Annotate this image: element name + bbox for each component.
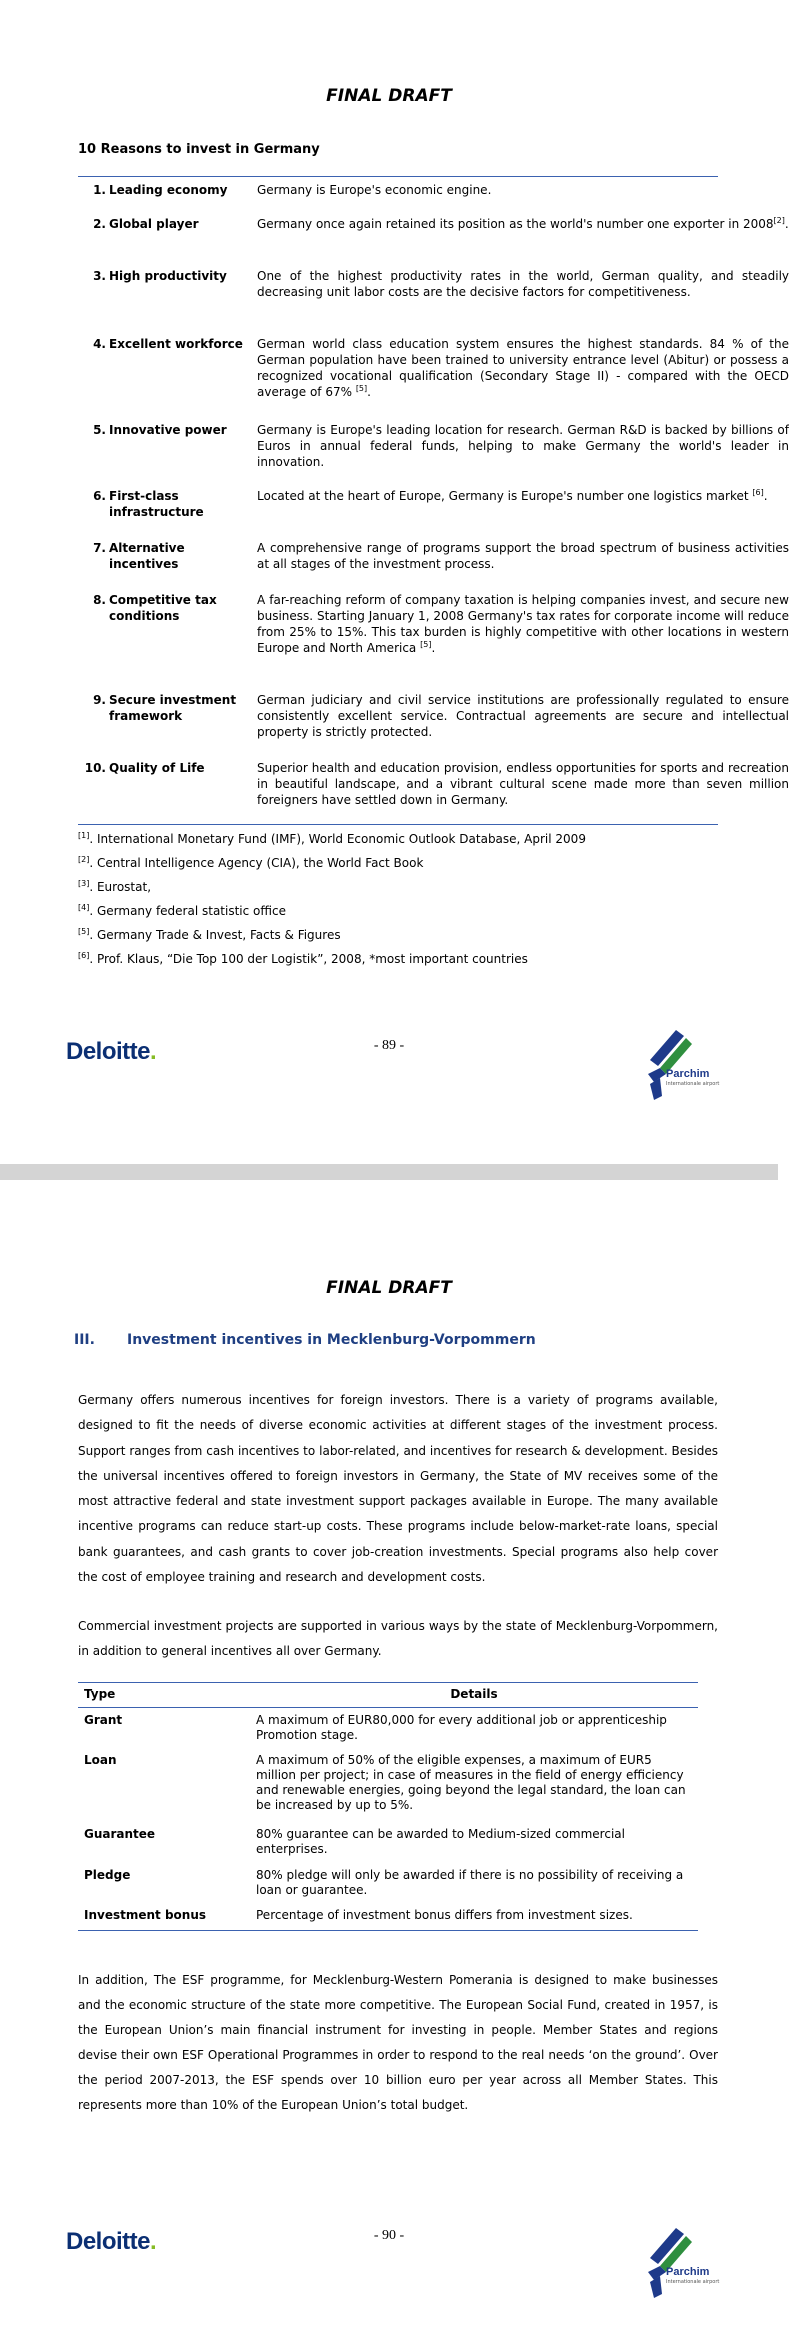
footnote-mark: [1] [78,831,90,840]
incentive-type: Grant [84,1713,123,1727]
incentive-type: Investment bonus [84,1908,207,1922]
footnote [78,928,341,942]
incentives-table-header-rule [78,1707,698,1708]
incentive-details: A maximum of EUR80,000 for every additional job or apprenticeship Promotion stage. [256,1713,667,1742]
reason-title: Secure investment framework [109,693,237,723]
reason-number: 9. [93,693,106,707]
commercial-paragraph: Commercial investment projects are supported in various ways by the state of Mecklenburg-Vorpommern, in addition to general incentives all over Germany. [78,1619,718,1659]
footnote-ref: [6] [752,488,764,497]
reason-number: 7. [93,541,106,555]
reasons-heading: 10 Reasons to invest in Germany [78,142,320,157]
reason-description: Germany is Europe's leading location for research. German R&D is backed by billions of Euros in annual federal funds, helping to make Germany the world's leader in innovation. [257,423,789,469]
incentive-type: Pledge [84,1868,131,1882]
reason-description: One of the highest productivity rates in the world, German quality, and steadily decreasing unit labor costs are the decisive factors for competitiveness. [257,269,789,299]
footnote [78,856,423,870]
footnote-ref: [5] [420,640,432,649]
reason-description: Germany once again retained its position as the world's number one exporter in 2008[2]. [257,216,789,231]
footnote-mark: [6] [78,951,90,960]
deloitte-logo: Deloitte. [66,2228,157,2255]
footnote-text: . Germany Trade & Invest, Facts & Figures [89,928,341,942]
footnote-text: . Prof. Klaus, “Die Top 100 der Logistik”, 2008, *most important countries [89,952,528,966]
reason-description: A far-reaching reform of company taxation is helping companies invest, and secure new business. Starting January 1, 2008 Germany's tax rates for corporate income will reduce from 25% to 15%. This tax burden is highly competitive with other locations in western Europe and North America [5]. [257,593,789,655]
incentives-table-bottom-rule [78,1930,698,1931]
table-top-rule [78,176,718,177]
reason-title: First-class infrastructure [109,489,204,519]
table-bottom-rule [78,824,718,825]
footnote-mark: [2] [78,855,90,864]
reason-number: 6. [93,489,106,503]
section-title-text: Investment incentives in Mecklenburg-Vorpommern [127,1332,536,1348]
footnote-mark: [3] [78,879,90,888]
footnote-text: . Eurostat, [89,880,152,894]
incentive-type: Guarantee [84,1827,156,1841]
esf-paragraph: In addition, The ESF programme, for Mecklenburg-Western Pomerania is designed to make businesses and the economic structure of the state more competitive. The European Social Fund, created in 1957, is the European Union’s main financial instrument for investing in people. Member States and regions devise their own ESF Operational Programmes in order to respond to the real needs ‘on the ground’. Over the period 2007-2013, the ESF spends over 10 billion euro per year across all Member States. This represents more than 10% of the European Union’s total budget. [78,1973,718,2112]
reason-description: Germany is Europe's economic engine. [257,183,492,197]
parchim-logo [646,1022,726,1102]
reason-title: Innovative power [109,423,227,437]
incentive-type: Loan [84,1753,117,1767]
intro-paragraph: Germany offers numerous incentives for foreign investors. There is a variety of programs available, designed to fit the needs of diverse economic activities at different stages of the investment process. Support ranges from cash incentives to labor-related, and incentives for research & development. Besides the universal incentives offered to foreign investors in Germany, the State of MV receives some of the most attractive federal and state investment support packages available in Europe. The many available incentive programs can reduce start-up costs. These programs include below-market-rate loans, special bank guarantees, and cash grants to cover job-creation investments. Special programs also help cover the cost of employee training and research and development costs. [78,1393,718,1585]
footnote-mark: [5] [78,927,90,936]
footnote-mark: [4] [78,903,90,912]
reason-title: Alternative incentives [109,541,185,571]
reason-number: 4. [93,337,106,351]
parchim-subtitle: Internationale airport [666,2279,720,2285]
incentives-header-details: Details [450,1687,498,1701]
reason-number: 3. [93,269,106,283]
footnote-text: . Germany federal statistic office [89,904,286,918]
page-89 [0,0,789,1164]
parchim-emblem-icon [646,2220,726,2300]
section-title [74,1332,536,1348]
footnote-ref: [5] [355,384,368,393]
reason-number: 8. [93,593,106,607]
reason-description: A comprehensive range of programs support the broad spectrum of business activities at all stages of the investment process. [257,541,789,571]
reason-description: Located at the heart of Europe, Germany is Europe's number one logistics market [6]. [257,488,768,503]
parchim-subtitle: Internationale airport [666,1081,720,1087]
reason-number: 1. [93,183,106,197]
incentive-details: A maximum of 50% of the eligible expenses, a maximum of EUR5 million per project; in case of measures in the field of energy efficiency and renewable energies, going beyond the legal standard, the loan can be increased by up to 5%. [256,1753,686,1812]
footnote [78,880,151,894]
reason-number: 10. [84,761,106,775]
incentives-header-type: Type [84,1687,116,1701]
footnote-text: . International Monetary Fund (IMF), World Economic Outlook Database, April 2009 [89,832,586,846]
deloitte-logo: Deloitte. [66,1038,157,1065]
reason-title: High productivity [109,269,227,283]
reason-title: Leading economy [109,183,228,197]
footnote [78,952,528,966]
incentive-details: 80% pledge will only be awarded if there is no possibility of receiving a loan or guarantee. [256,1868,684,1897]
reason-title: Competitive tax conditions [109,593,217,623]
reason-title: Global player [109,217,199,231]
footnote-text: . Central Intelligence Agency (CIA), the World Fact Book [89,856,424,870]
parchim-name: Parchim [666,1068,710,1080]
parchim-emblem-icon [646,1022,726,1102]
reason-description: Superior health and education provision, endless opportunities for sports and recreation in beautiful landscape, and a vibrant cultural scene made more than seven million foreigners have settled down in Germany. [257,761,789,807]
incentives-table-top-rule [78,1682,698,1683]
page-number: - 90 - [373,2228,405,2243]
footnote [78,832,586,846]
draft-label: FINAL DRAFT [326,86,452,106]
page-90 [0,1180,778,2330]
parchim-logo [646,2220,726,2300]
reason-title: Quality of Life [109,761,205,775]
footnote [78,904,286,918]
reason-description: German world class education system ensures the highest standards. 84 % of the German population have been trained to university entrance level (Abitur) or possess a recognized vocational qualification (Secondary Stage II) - compared with the OECD average of 67% [5]. [257,337,789,399]
page-separator [0,1164,778,1180]
draft-label: FINAL DRAFT [326,1278,452,1298]
incentive-details: 80% guarantee can be awarded to Medium-sized commercial enterprises. [256,1827,625,1856]
reason-number: 2. [93,217,106,231]
page-number: - 89 - [373,1038,405,1053]
section-number: III. [74,1332,95,1348]
reason-number: 5. [93,423,106,437]
reason-description: German judiciary and civil service institutions are professionally regulated to ensure consistently excellent service. Contractual agreements are secure and intellectual property is strictly protected. [257,693,789,739]
reason-title: Excellent workforce [109,337,243,351]
footnote-ref: [2] [773,216,785,225]
incentive-details: Percentage of investment bonus differs from investment sizes. [256,1908,633,1922]
parchim-name: Parchim [666,2266,710,2278]
